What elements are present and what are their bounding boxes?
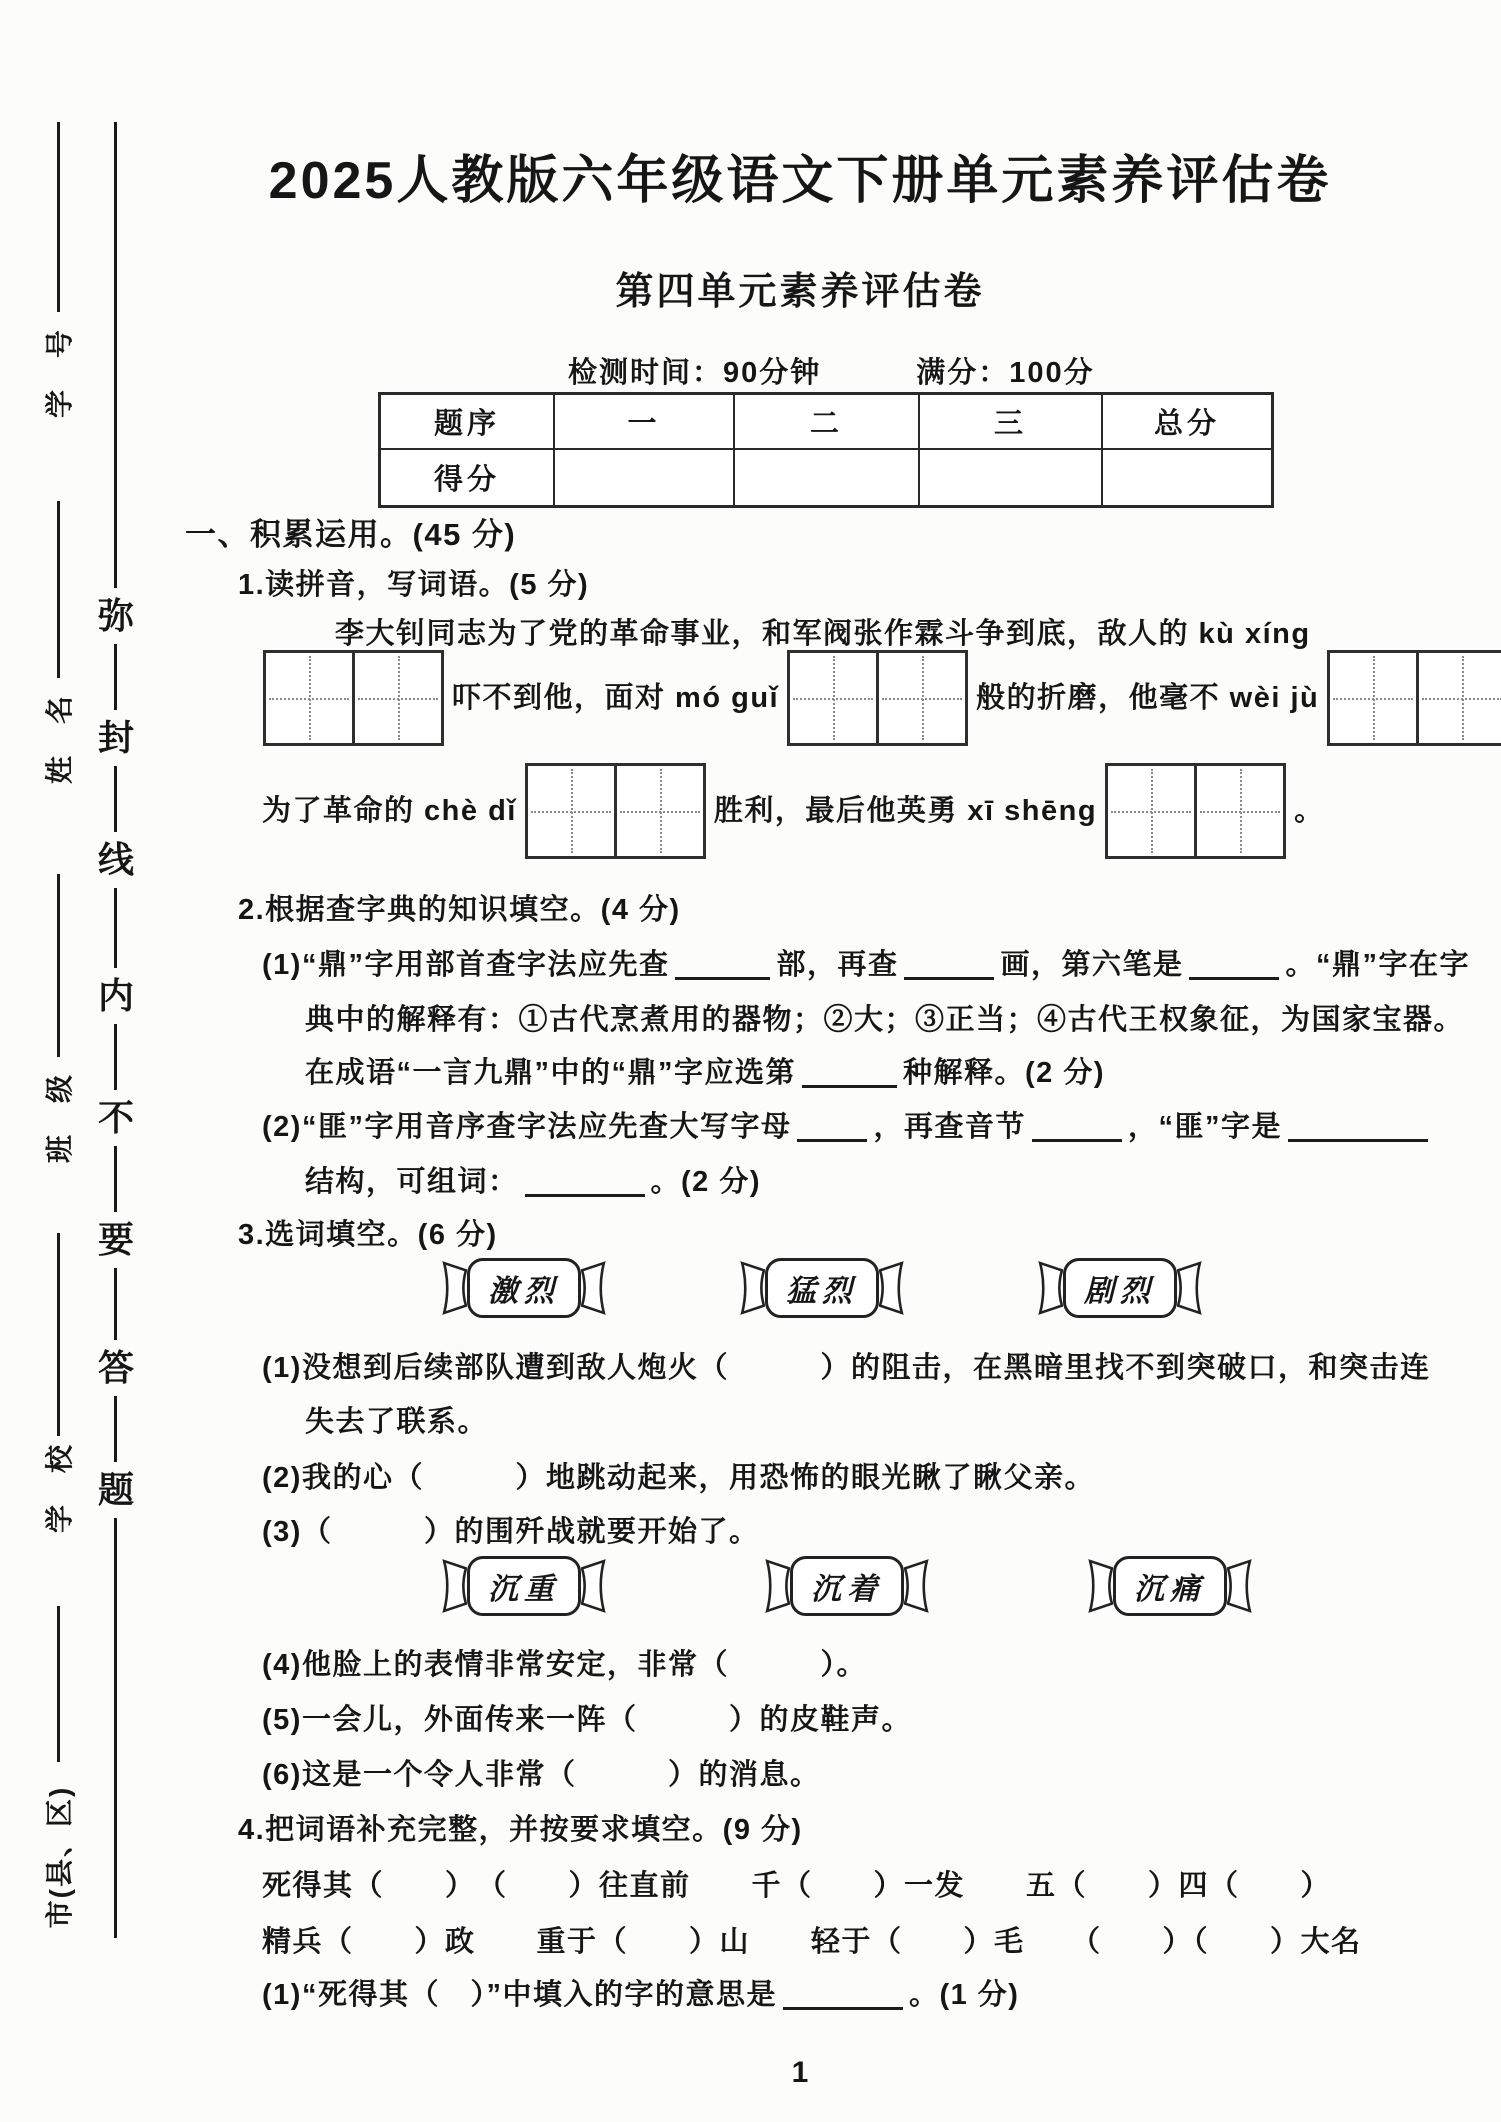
write-blank-line <box>57 1233 60 1436</box>
answer-blank-line <box>802 1055 897 1088</box>
candy-wing-icon <box>581 1558 608 1614</box>
pinyin-writing-grid <box>1105 763 1286 859</box>
answer-blank-line <box>797 1109 867 1142</box>
answer-blank-line <box>1032 1109 1122 1142</box>
word-candy <box>1036 1258 1204 1318</box>
writing-grid-cell <box>1327 650 1419 746</box>
question-text: ，“匪”字是 <box>1127 1111 1282 1143</box>
question-line <box>262 945 1470 985</box>
candy-wing-icon <box>763 1558 790 1614</box>
score-table-header: 二 <box>735 395 920 450</box>
pinyin-writing-grid <box>1327 650 1501 746</box>
question-line: (3)（ ）的围歼战就要开始了。 <box>262 1516 760 1548</box>
writing-grid-cell <box>617 763 706 859</box>
writing-grid-cell <box>355 650 444 746</box>
candy-wing-icon <box>1177 1260 1204 1316</box>
writing-grid-cell <box>1419 650 1501 746</box>
candy-wing-icon <box>879 1260 906 1316</box>
question-label: 3.选词填空。(6 分) <box>238 1219 498 1251</box>
word-options-row <box>440 1556 1254 1616</box>
pinyin-writing-grid <box>525 763 706 859</box>
word-candy <box>440 1556 608 1616</box>
question-text: 种解释。(2 分) <box>903 1057 1106 1089</box>
writing-grid-cell <box>1197 763 1286 859</box>
question-text: (1)“死得其（ ）”中填入的字的意思是 <box>262 1979 777 2011</box>
exam-info-line <box>568 350 1095 391</box>
section-heading: 一、积累运用。(45 分) <box>185 517 517 552</box>
question-text: 般的折磨，他毫不 wèi jù <box>976 682 1320 714</box>
score-row-label: 得分 <box>381 450 555 505</box>
unit-subtitle: 第四单元素养评估卷 <box>615 271 985 313</box>
candy-wing-icon <box>581 1260 608 1316</box>
question-text: 。 <box>1294 795 1325 827</box>
question-line: (6)这是一个令人非常（ ）的消息。 <box>262 1759 821 1791</box>
writing-grid-cell <box>263 650 355 746</box>
question-line: (5)一会儿，外面传来一阵（ ）的皮鞋声。 <box>262 1704 912 1736</box>
question-line: 李大钊同志为了党的革命事业，和军阀张作霖斗争到底，敌人的 kù xíng <box>335 618 1311 650</box>
candy-wing-icon <box>1086 1558 1113 1614</box>
question-line <box>305 1053 1105 1093</box>
answer-blank-line <box>783 1977 903 2010</box>
question-line: 死得其（ ） （ ）往直前 千（ ）一发 五（ ）四（ ） <box>262 1870 1332 1902</box>
page-number: 1 <box>791 2056 809 2089</box>
question-text: (2)“匪”字用音序查字法应先查大写字母 <box>262 1111 792 1143</box>
answer-blank-line <box>525 1164 645 1197</box>
writing-grid-cell <box>879 650 968 746</box>
question-line: 典中的解释有：①古代烹煮用的器物；②大；③正当；④古代王权象征，为国家宝器。 <box>305 1004 1465 1036</box>
question-text: 在成语“一言九鼎”中的“鼎”字应选第 <box>305 1057 797 1089</box>
score-table-header: 题序 <box>381 395 555 450</box>
question-line: (2)我的心（ ）地跳动起来，用恐怖的眼光瞅了瞅父亲。 <box>262 1462 1095 1494</box>
question-line <box>255 650 1501 746</box>
page-title: 2025人教版六年级语文下册单元素养评估卷 <box>268 152 1332 210</box>
writing-grid-cell <box>787 650 879 746</box>
score-cell-empty <box>735 450 920 505</box>
sidebar-field-student-number: 学 号 <box>44 327 75 419</box>
write-blank-line <box>57 1606 60 1762</box>
question-label: 4.把词语补充完整，并按要求填空。(9 分) <box>238 1814 803 1846</box>
question-label: 2.根据查字典的知识填空。(4 分) <box>238 894 681 926</box>
pinyin-writing-grid <box>787 650 968 746</box>
sidebar-field-school: 学 校 <box>44 1442 75 1534</box>
pinyin-writing-grid <box>263 650 444 746</box>
candy-wing-icon <box>1036 1260 1063 1316</box>
candy-wing-icon <box>440 1558 467 1614</box>
candy-wing-icon <box>440 1260 467 1316</box>
sidebar-field-class: 班 级 <box>44 1072 75 1164</box>
score-cell-empty <box>1103 450 1271 505</box>
seal-char: 封 <box>96 710 136 766</box>
write-blank-line <box>57 122 60 312</box>
score-table-header: 一 <box>555 395 735 450</box>
seal-char: 不 <box>96 1090 136 1146</box>
answer-blank-line <box>904 947 994 980</box>
word-candy <box>1086 1556 1254 1616</box>
question-line <box>262 1107 1434 1147</box>
word-option: 剧烈 <box>1063 1258 1177 1318</box>
question-text: 为了革命的 chè dǐ <box>262 795 517 827</box>
writing-grid-cell <box>1105 763 1197 859</box>
seal-char: 要 <box>96 1212 136 1268</box>
question-text: 。“鼎”字在字 <box>1285 949 1470 981</box>
sidebar-field-name: 姓 名 <box>44 693 75 785</box>
word-candy <box>738 1258 906 1318</box>
word-option: 激烈 <box>467 1258 581 1318</box>
answer-blank-line <box>675 947 770 980</box>
question-line <box>262 763 1325 859</box>
word-candy <box>440 1258 608 1318</box>
word-option: 沉痛 <box>1113 1556 1227 1616</box>
seal-char: 答 <box>96 1340 136 1396</box>
word-candy <box>763 1556 931 1616</box>
question-text: ，再查音节 <box>873 1111 1026 1143</box>
question-line <box>305 1162 761 1202</box>
question-text: 。(2 分) <box>650 1166 762 1198</box>
seal-char: 题 <box>96 1462 136 1518</box>
seal-char: 线 <box>96 832 136 888</box>
word-option: 猛烈 <box>765 1258 879 1318</box>
sidebar-field-city: 市(县、区) <box>44 1785 75 1929</box>
score-table <box>378 392 1274 508</box>
exam-time: 检测时间：90分钟 <box>568 357 822 389</box>
question-text: 部，再查 <box>776 949 899 981</box>
question-text: 吓不到他，面对 mó guǐ <box>452 682 780 714</box>
question-label: 1.读拼音，写词语。(5 分) <box>238 569 590 601</box>
answer-blank-line <box>1288 1109 1428 1142</box>
score-table-header: 三 <box>920 395 1103 450</box>
word-options-row <box>440 1258 1204 1318</box>
score-cell-empty <box>555 450 735 505</box>
seal-char: 内 <box>96 968 136 1024</box>
score-cell-empty <box>920 450 1103 505</box>
exam-full-score: 满分：100分 <box>916 357 1095 389</box>
candy-wing-icon <box>738 1260 765 1316</box>
write-blank-line <box>57 501 60 678</box>
question-line: 精兵（ ）政 重于（ ）山 轻于（ ）毛 （ ）（ ）大名 <box>262 1926 1362 1958</box>
candy-wing-icon <box>1227 1558 1254 1614</box>
question-text: (1)“鼎”字用部首查字法应先查 <box>262 949 670 981</box>
question-text: 结构，可组词： <box>305 1166 519 1198</box>
seal-char: 弥 <box>96 588 136 644</box>
question-line: (1)没想到后续部队遭到敌人炮火（ ）的阻击，在黑暗里找不到突破口，和突击连 <box>262 1352 1431 1384</box>
seal-line <box>114 122 117 1938</box>
answer-blank-line <box>1189 947 1279 980</box>
candy-wing-icon <box>904 1558 931 1614</box>
question-line: (4)他脸上的表情非常安定，非常（ ）。 <box>262 1649 867 1681</box>
writing-grid-cell <box>525 763 617 859</box>
question-line: 失去了联系。 <box>305 1406 489 1438</box>
word-option: 沉重 <box>467 1556 581 1616</box>
question-text: 。(1 分) <box>908 1979 1020 2011</box>
write-blank-line <box>57 874 60 1057</box>
score-table-header: 总分 <box>1103 395 1271 450</box>
question-text: 画，第六笔是 <box>1000 949 1184 981</box>
question-line <box>262 1975 1019 2015</box>
word-option: 沉着 <box>790 1556 904 1616</box>
question-text: 胜利，最后他英勇 xī shēng <box>713 795 1098 827</box>
